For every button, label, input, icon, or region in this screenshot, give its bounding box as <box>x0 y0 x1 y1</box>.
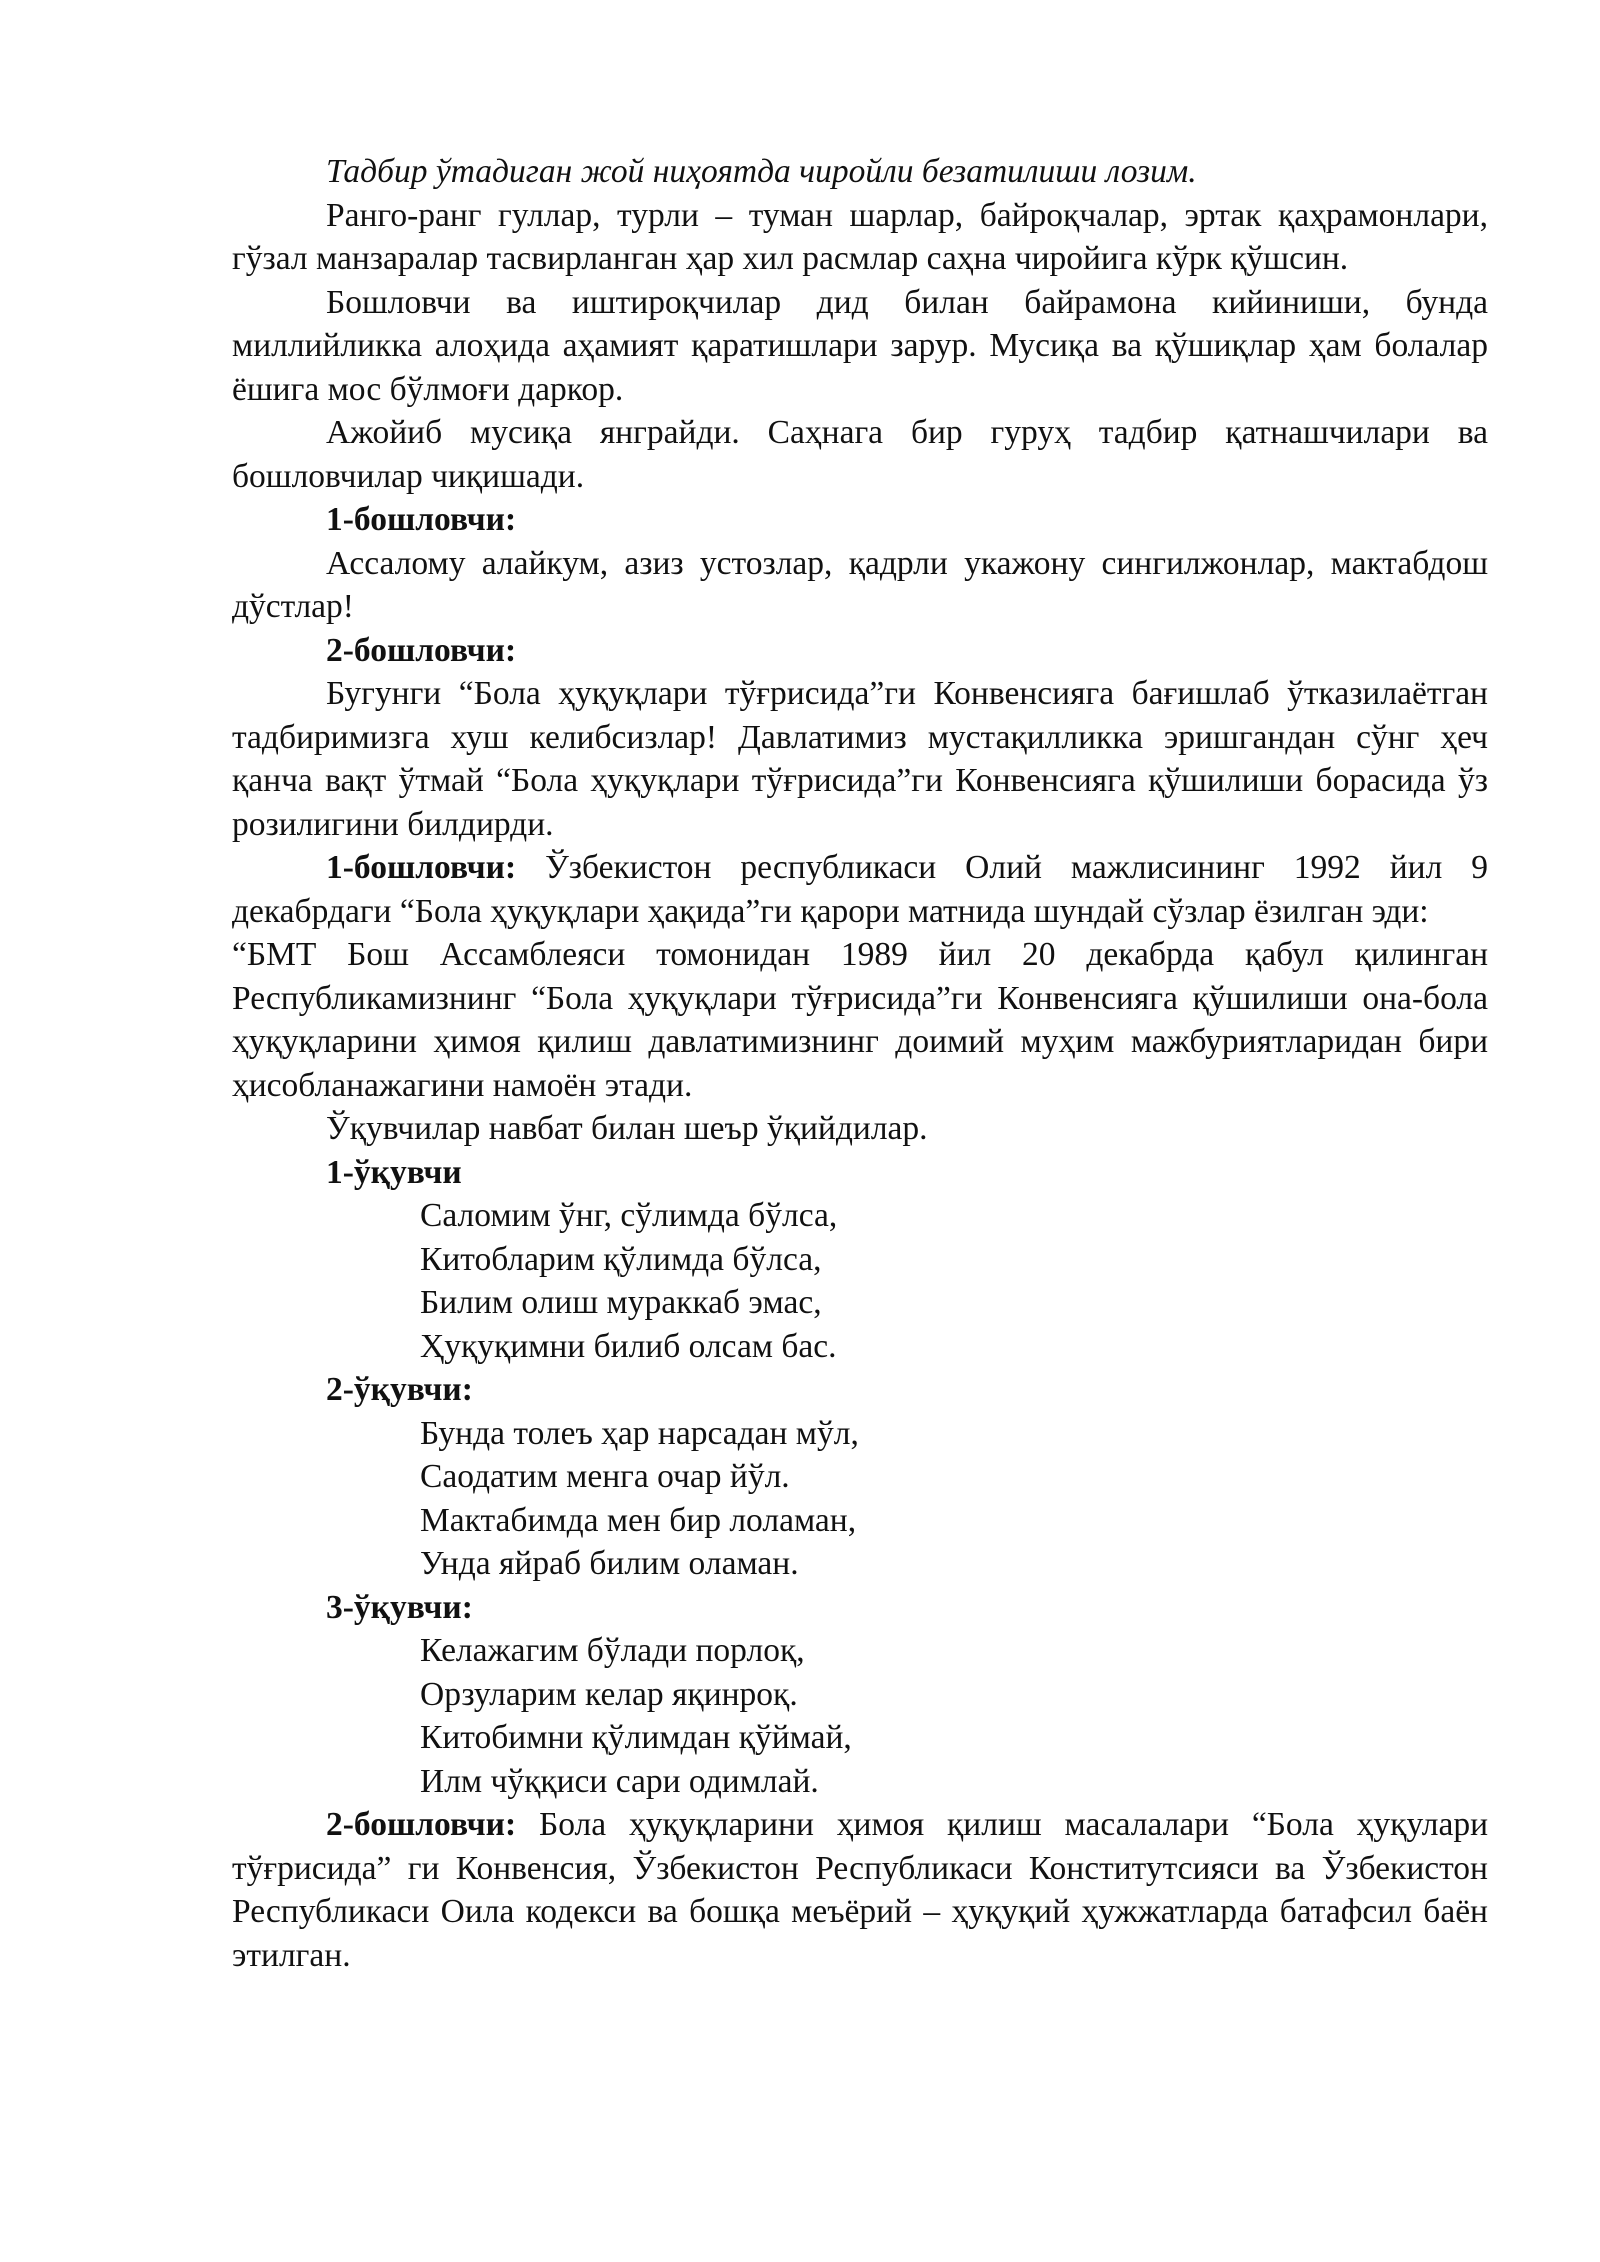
verse-line: Бунда толеъ ҳар нарсадан мўл, <box>420 1414 859 1452</box>
music-paragraph: Ажойиб мусиқа янграйди. Саҳнага бир гуруҳ тадбир қатнашчилари ва бошловчилар чиқишади. <box>232 414 1488 495</box>
verse-line: Илм чўққиси сари одимлай. <box>420 1762 819 1800</box>
verse-line: Китобларим қўлимда бўлса, <box>420 1240 822 1278</box>
quote-paragraph: “БМТ Бош Ассамблеяси томонидан 1989 йил 20 декабрда қабул қилинган Республикамизнинг “Бола ҳуқуқлари тўғрисида”ги Конвенсияга қўшилиши она-бола ҳуқуқларини ҳимоя қилиш давлатимизнинг доимий муҳим мажбуриятларидан бири ҳисобланажагини намоён этади. <box>232 936 1488 1104</box>
pupils-read-paragraph: Ўқувчилар навбат билан шеър ўқийдилар. <box>326 1110 928 1147</box>
verse-line: Орзуларим келар яқинроқ. <box>420 1675 798 1713</box>
pupil-3-heading: 3-ўқувчи: <box>326 1588 473 1626</box>
verse-line: Билим олиш мураккаб эмас, <box>420 1284 822 1321</box>
pupil-1-heading: 1-ўқувчи <box>326 1153 462 1191</box>
speaker-2-heading: 2-бошловчи: <box>326 631 517 669</box>
document-page <box>232 150 1488 1977</box>
verse-line: Китобимни қўлимдан қўймай, <box>420 1719 852 1756</box>
speaker-2-inline-label: 2-бошловчи: <box>326 1806 517 1843</box>
speaker-1-decree-text: Ўзбекистон республикаси Олий мажлисининг 1992 йил 9 декабрдаги “Бола ҳуқуқлари ҳақида”ги қарори матнида шундай сўзлар ёзилган эди: <box>232 849 1488 930</box>
dress-paragraph: Бошловчи ва иштироқчилар дид билан байрамона кийиниши, бунда миллийликка алоҳида аҳамият қаратишлари зарур. Мусиқа ва қўшиқлар ҳам болалар ёшига мос бўлмоғи даркор. <box>232 283 1488 408</box>
decoration-paragraph: Ранго-ранг гуллар, турли – туман шарлар, байроқчалар, эртак қаҳрамонлари, гўзал манзаралар тасвирланган ҳар хил расмлар саҳна чиройига кўрк қўшсин. <box>232 196 1488 277</box>
verse-line: Ҳуқуқимни билиб олсам бас. <box>420 1327 837 1365</box>
speaker-2-welcome: Бугунги “Бола ҳуқуқлари тўғрисида”ги Конвенсияга бағишлаб ўтказилаётган тадбиримизга хуш келибсизлар! Давлатимиз мустақилликка эришгандан сўнг ҳеч қанча вақт ўтмай “Бола ҳуқуқлари тўғрисида”ги Конвенсияга қўшилиши борасида ўз розилигини билдирди. <box>232 675 1488 843</box>
verse-line: Келажагим бўлади порлоқ, <box>420 1632 805 1669</box>
speaker-2-legal-paragraph <box>232 1803 1488 1977</box>
speaker-1-decree-paragraph <box>232 846 1488 933</box>
pupil-2-heading: 2-ўқувчи: <box>326 1371 473 1408</box>
pupil-1-verse <box>232 1194 1488 1368</box>
verse-line: Саодатим менга очар йўл. <box>420 1458 790 1495</box>
verse-line: Саломим ўнг, сўлимда бўлса, <box>420 1197 838 1234</box>
speaker-1-inline-label: 1-бошловчи: <box>326 849 517 886</box>
speaker-1-heading: 1-бошловчи: <box>326 501 517 538</box>
verse-line: Мактабимда мен бир лоламан, <box>420 1501 857 1539</box>
speaker-2-legal-text: Бола ҳуқуқларини ҳимоя қилиш масалалари “Бола ҳуқулари тўғрисида” ги Конвенсия, Ўзбекистон Республикаси Конститутсияси ва Ўзбекистон Республикаси Оила кодекси ва бошқа меъёрий – ҳуқуқий ҳужжатларда батафсил баён этилган. <box>232 1806 1488 1974</box>
intro-italic-paragraph: Тадбир ўтадиган жой ниҳоятда чиройли безатилиши лозим. <box>326 153 1197 190</box>
verse-line: Унда яйраб билим оламан. <box>420 1545 799 1582</box>
pupil-3-verse <box>232 1629 1488 1803</box>
pupil-2-verse <box>232 1412 1488 1586</box>
speaker-1-greeting: Ассалому алайкум, азиз устозлар, қадрли укажону сингилжонлар, мактабдош дўстлар! <box>232 544 1488 625</box>
